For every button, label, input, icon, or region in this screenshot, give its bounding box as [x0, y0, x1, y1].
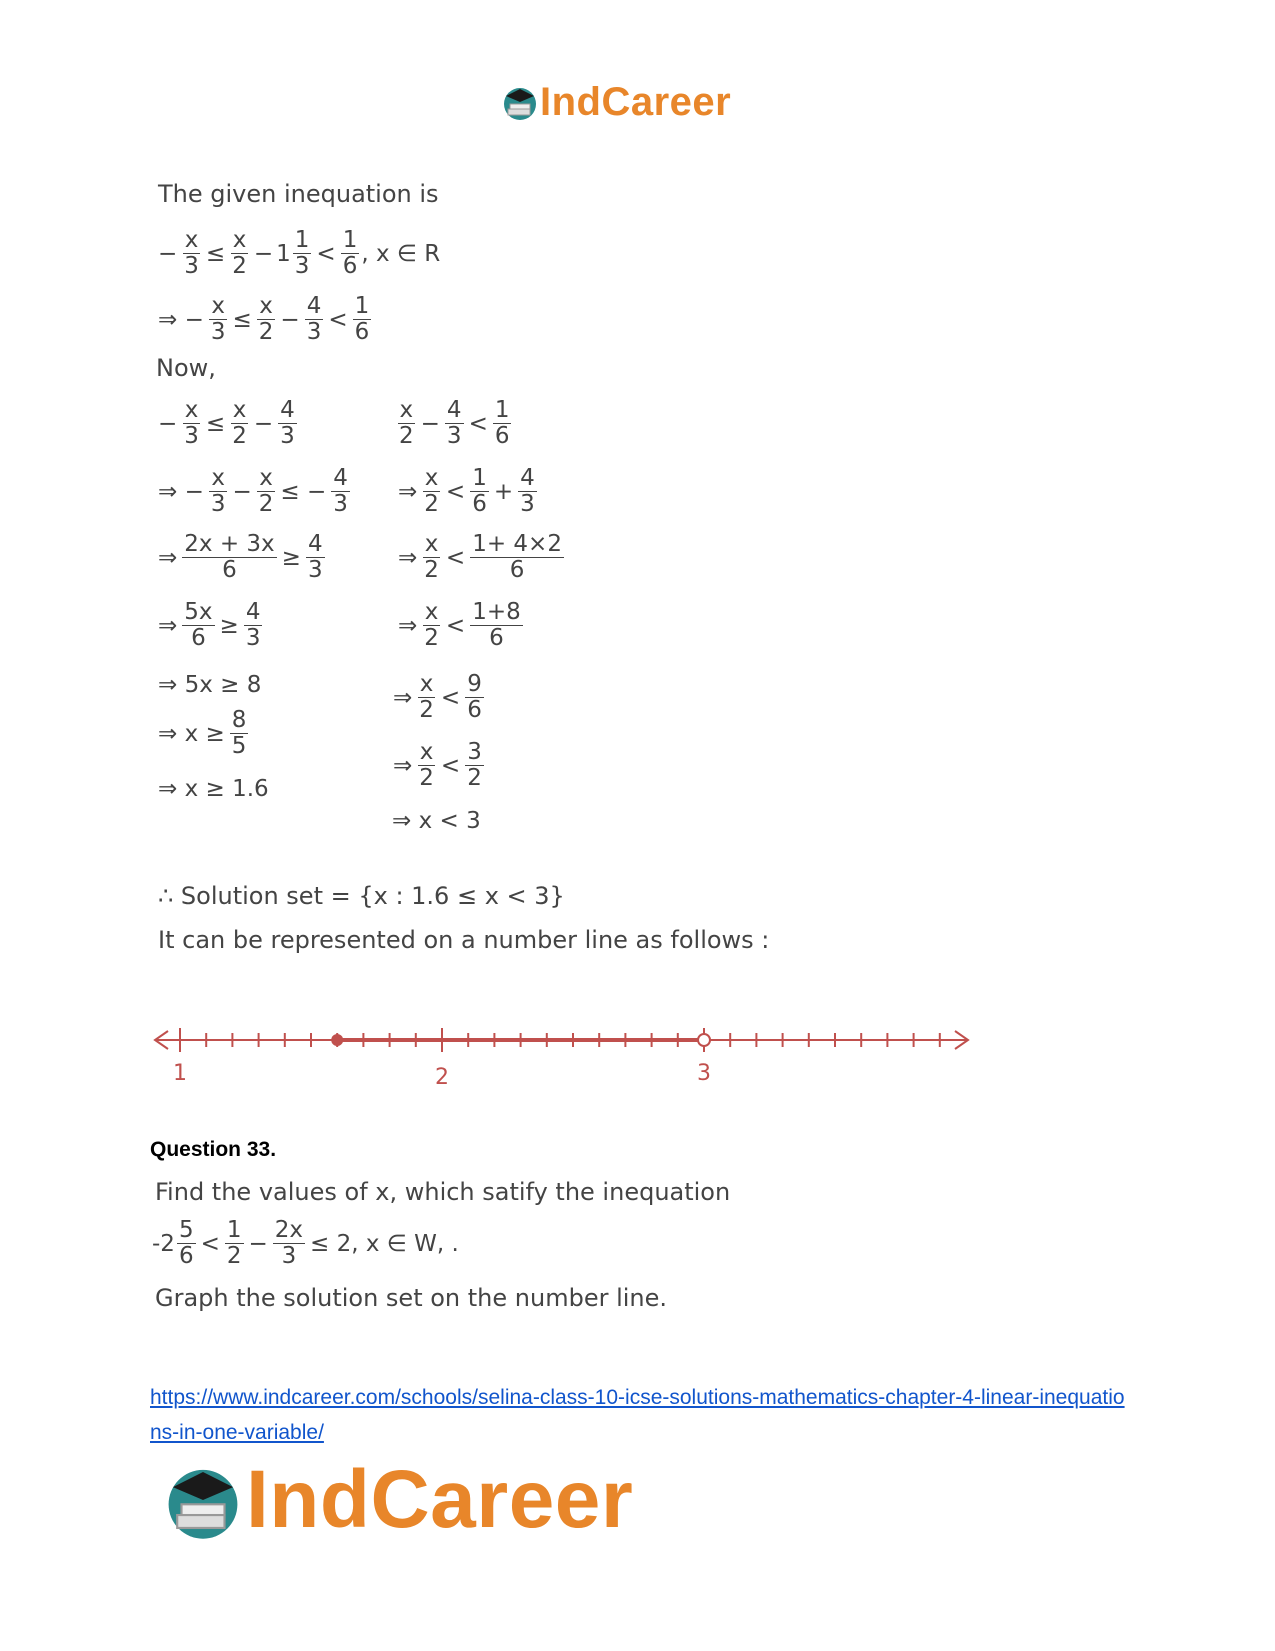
eq1-den-f: 3 [294, 253, 310, 280]
right-step-5: ⇒ $\frac{x}{2}$ < $\frac{9}{6}$ [393, 671, 482, 724]
question-text: Find the values of x, which satify the inequation [155, 1178, 731, 1206]
equation-2: ⇒ − $\frac{x}{3}$ ≤ $\frac{x}{2}$ − $\frac{4}{3}$ < $\frac{1}{6}$ [158, 293, 370, 346]
number-line-label-1: 1 [173, 1061, 187, 1086]
footer-logo-text: IndCareer [246, 1454, 634, 1545]
equation-1: − $\frac{x}{3}$ ≤ $\frac{x}{2}$ − 1 $\frac{1}{3}$ < $\frac{1}{6}$ , x ∈ R [158, 227, 441, 280]
eq1-num-c: x [232, 227, 247, 253]
question-graph-instruction: Graph the solution set on the number line. [155, 1284, 668, 1312]
left-step-1: − $\frac{x}{3}$ ≤ $\frac{x}{2}$ − $\frac{4}{3}$ [158, 397, 295, 450]
right-step-6: ⇒ $\frac{x}{2}$ < $\frac{3}{2}$ [393, 739, 482, 792]
right-step-2: ⇒ $\frac{x}{2}$ < $\frac{1}{6}$ + $\frac{4}{3}$ [398, 465, 535, 518]
source-link[interactable]: https://www.indcareer.com/schools/selina-class-10-icse-solutions-mathematics-chapter-4-linear-inequations-in-one-variable/ [150, 1386, 1125, 1444]
filled-point-icon [331, 1034, 343, 1046]
left-step-6: ⇒ x ≥ $\frac{8}{5}$ [158, 707, 247, 760]
header-logo [500, 80, 731, 124]
eq1-den-d: 2 [232, 253, 247, 280]
left-step-7: ⇒ x ≥ 1.6 [158, 776, 269, 802]
question-inequation: -2 $\frac{5}{6}$ < $\frac{1}{2}$ − $\frac{2x}{3}$ ≤ 2, x ∈ W, . [152, 1217, 459, 1270]
graduation-cap-globe-icon [160, 1457, 246, 1543]
represent-text: It can be represented on a number line as follows : [158, 926, 770, 954]
eq1-den-h: 6 [342, 253, 358, 280]
eq1-tail: , x ∈ R [361, 240, 441, 267]
eq1-num-g: 1 [342, 227, 358, 253]
eq1-num-a: x [184, 227, 199, 253]
question-title: Question 33. [150, 1138, 277, 1161]
solution-set: ∴ Solution set = {x : 1.6 ≤ x < 3} [158, 882, 565, 910]
now-label: Now, [156, 354, 216, 382]
right-step-1: $\frac{x}{2}$ − $\frac{4}{3}$ < $\frac{1}{6}$ [399, 397, 510, 450]
left-step-5: ⇒ 5x ≥ 8 [158, 672, 262, 698]
number-line-label-2: 2 [435, 1065, 449, 1090]
open-point-icon [698, 1034, 710, 1046]
eq1-den-b: 3 [184, 253, 199, 280]
right-step-7: ⇒ x < 3 [392, 808, 481, 834]
left-step-2: ⇒ − $\frac{x}{3}$ − $\frac{x}{2}$ ≤ − $\frac{4}{3}$ [158, 465, 348, 518]
solution-intro: The given inequation is [158, 180, 439, 208]
number-line [150, 1000, 980, 1090]
graduation-cap-globe-icon [500, 82, 540, 122]
eq1-whole: 1 [276, 240, 291, 267]
header-logo-text: IndCareer [540, 80, 732, 124]
left-step-4: ⇒ $\frac{5x}{6}$ ≥ $\frac{4}{3}$ [158, 599, 261, 652]
eq1-num-e: 1 [294, 227, 310, 253]
right-step-3: ⇒ $\frac{x}{2}$ < $\frac{1+ 4\times 2}{6}$ [398, 531, 562, 584]
left-step-3: ⇒ $\frac{2x + 3x}{6}$ ≥ $\frac{4}{3}$ [158, 531, 323, 584]
right-step-4: ⇒ $\frac{x}{2}$ < $\frac{1+8}{6}$ [398, 599, 521, 652]
footer-logo [160, 1455, 633, 1545]
number-line-label-3: 3 [697, 1061, 711, 1086]
question-tail: ≤ 2, x ∈ W, . [310, 1230, 459, 1257]
